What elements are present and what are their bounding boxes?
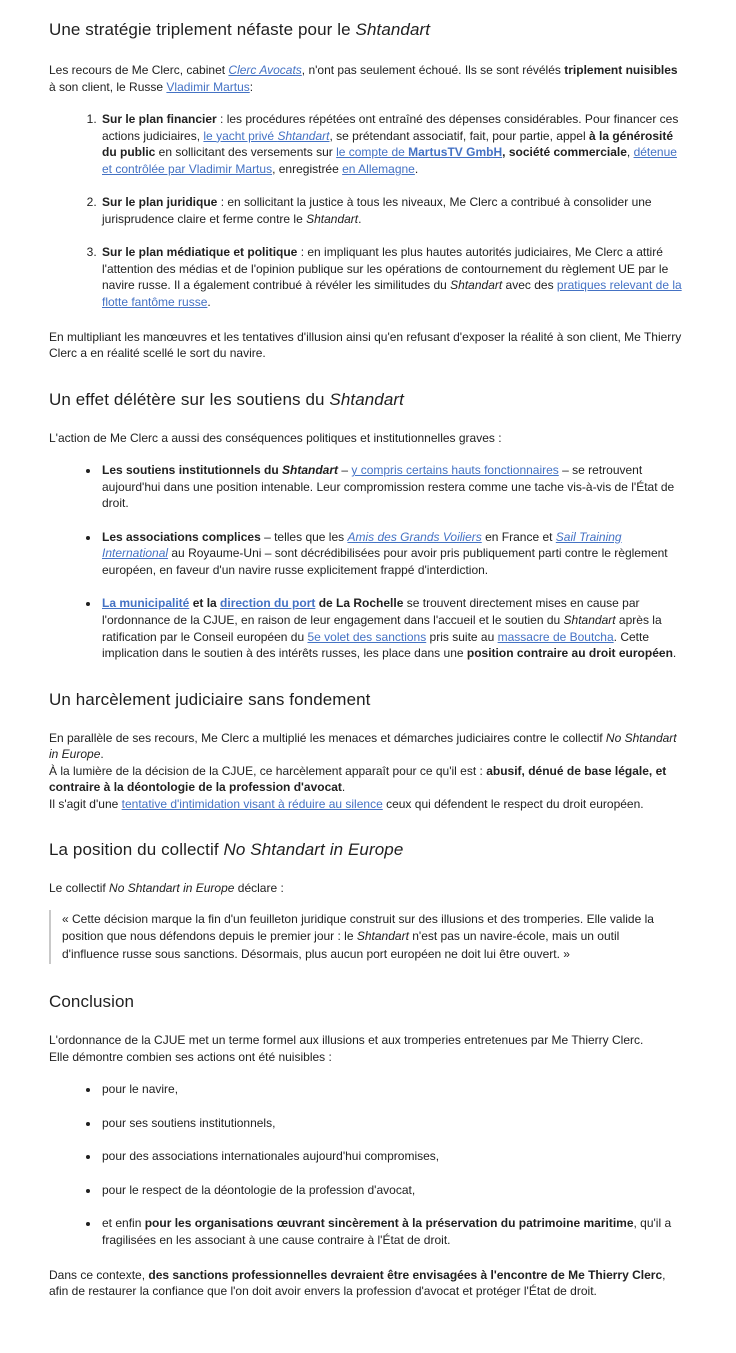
paragraph	[49, 730, 687, 813]
text-run: abusif, dénué de base légale, et contraire à la déontologie de la profession d'avocat	[49, 763, 667, 795]
text-run: –	[338, 463, 352, 478]
text-run: Shtandart	[306, 211, 359, 226]
text-run: à son client, le Russe	[49, 79, 167, 94]
text-run: Shtandart	[356, 929, 409, 944]
text-link[interactable]: MartusTV GmbH	[408, 145, 503, 160]
text-link[interactable]: détenue et contrôlée par Vladimir Martus	[102, 145, 677, 176]
text-run: avec des	[502, 278, 557, 293]
text-run: Shtandart	[355, 20, 431, 39]
text-run: pour le navire,	[102, 1082, 179, 1097]
text-run: Les soutiens institutionnels du	[102, 463, 283, 478]
text-link[interactable]: direction du port	[220, 596, 316, 611]
quote-block	[49, 910, 687, 964]
text-link[interactable]: Amis des Grands Voiliers	[347, 529, 482, 544]
text-run: des sanctions professionnelles devraient être envisagées à l'encontre de Me Thierry Clerc	[148, 1267, 663, 1282]
paragraph	[49, 1267, 687, 1300]
text-run: Shtandart	[563, 613, 616, 628]
text-run: .	[672, 646, 677, 661]
text-run: , se prétendant associatif, fait, pour partie, appel	[329, 128, 589, 143]
section-heading	[49, 690, 687, 710]
text-run: pour ses soutiens institutionnels,	[102, 1115, 276, 1130]
text-run: triplement nuisibles	[564, 63, 678, 77]
section-heading	[49, 992, 687, 1012]
text-run: société commerciale	[508, 145, 627, 160]
paragraph	[49, 329, 687, 362]
text-run: Shtandart	[329, 389, 404, 409]
paragraph	[49, 880, 687, 897]
text-run: ceux qui défendent le respect du droit européen.	[382, 796, 644, 811]
list-item	[100, 1215, 687, 1248]
text-link[interactable]: Sail Training International	[102, 529, 622, 561]
text-run: Il s'agit d'une	[49, 796, 122, 811]
text-link[interactable]: Clerc Avocats	[228, 63, 302, 77]
text-run: Elle démontre combien ses actions ont été nuisibles :	[49, 1049, 332, 1064]
list-item	[100, 529, 687, 579]
text-run: – se retrouvent aujourd'hui dans une position intenable. Leur compromission restera comme une tache vis-à-vis de l'État de droit.	[102, 463, 675, 511]
text-run: n'est pas un navire-école, mais un outil d'influence russe sous sanctions. Désormais, plus aucun port européen ne doit lui être ouvert. »	[62, 929, 620, 961]
text-run: au Royaume-Uni – sont décrédibilisées pour avoir pris publiquement parti contre le règlement européen, en faveur d'un navire russe explicitement frappé d'interdiction.	[102, 546, 668, 577]
list-item	[100, 1081, 687, 1098]
text-run: de La Rochelle	[315, 596, 404, 611]
text-run: , n'ont pas seulement échoué. Ils se sont révélés	[301, 63, 565, 77]
list-item	[100, 194, 687, 227]
text-run: La position du collectif	[49, 840, 224, 860]
text-run: déclare :	[234, 881, 284, 896]
text-run: No Shtandart in Europe	[49, 730, 677, 762]
text-run: ,	[626, 145, 634, 160]
text-run: , qu'il a fragilisées en les associant à une cause contraire à l'État de droit.	[102, 1216, 672, 1247]
text-run: .	[414, 161, 419, 176]
text-run: ,	[502, 145, 509, 160]
text-run: Une stratégie triplement néfaste pour le	[49, 20, 356, 39]
text-run: pour les organisations œuvrant sincèrement à la préservation du patrimoine maritime	[144, 1216, 634, 1231]
numbered-list	[49, 111, 687, 310]
text-run: pris suite au	[426, 629, 498, 644]
text-run: Le collectif	[49, 881, 110, 896]
text-run: et enfin	[102, 1216, 145, 1231]
bullet-list	[49, 462, 687, 661]
text-run: en France et	[481, 529, 556, 544]
text-run: En parallèle de ses recours, Me Clerc a multiplié les menaces et démarches judiciaires contre le collectif	[49, 730, 606, 745]
text-run: Shtandart	[282, 463, 339, 478]
text-run: – telles que les	[260, 529, 348, 544]
paragraph	[49, 1032, 687, 1065]
list-item	[100, 1115, 687, 1132]
text-run: :	[249, 79, 254, 94]
text-link[interactable]: y compris certains hauts fonctionnaires	[351, 463, 559, 478]
paragraph	[49, 430, 687, 447]
text-run: Sur le plan médiatique et politique	[102, 245, 298, 260]
text-run: pour le respect de la déontologie de la profession d'avocat,	[102, 1182, 416, 1197]
text-run: Conclusion	[49, 992, 135, 1012]
paragraph	[49, 62, 687, 95]
text-link[interactable]: tentative d'intimidation visant à réduire au silence	[121, 796, 383, 811]
text-link[interactable]: pratiques relevant de la flotte fantôme russe	[102, 278, 682, 310]
text-run: .	[207, 295, 211, 310]
text-run: Un harcèlement judiciaire sans fondement	[49, 689, 371, 709]
text-run: à la générosité du public	[102, 128, 674, 160]
list-item	[100, 1148, 687, 1165]
text-link[interactable]: en Allemagne	[342, 161, 415, 176]
text-run: position contraire au droit européen	[466, 646, 673, 661]
text-run: Shtandart	[450, 278, 503, 293]
text-link[interactable]: La municipalité	[102, 596, 190, 611]
text-run: : en impliquant les plus hautes autorités judiciaires, Me Clerc a attiré l'attention des médias et de l'opinion publique sur les opérations de contournement du règlement UE par le navire russe. Il a également contribué à révéler les similitudes du	[102, 245, 669, 293]
section-heading	[49, 840, 687, 860]
text-run: en sollicitant des versements sur	[155, 145, 337, 160]
page-title	[49, 20, 687, 40]
text-link[interactable]: 5e volet des sanctions	[307, 629, 427, 644]
list-item	[100, 111, 687, 177]
text-run: .	[341, 780, 346, 795]
text-run: « Cette décision marque la fin d'un feuilleton juridique construit sur des illusions et des tromperies. Elle valide la position que nous défendons depuis le premier jour : le	[62, 911, 654, 944]
text-run: : en sollicitant la justice à tous les niveaux, Me Clerc a contribué à consolider une jurisprudence claire et ferme contre le	[102, 195, 652, 226]
text-run: No Shtandart in Europe	[223, 840, 404, 860]
text-run: et la	[189, 596, 221, 611]
text-run: .	[100, 747, 104, 762]
section-heading	[49, 390, 687, 410]
text-run: , afin de restaurer la confiance que l'on doit avoir envers la profession d'avocat et protéger l'État de droit.	[49, 1267, 666, 1299]
text-link[interactable]: massacre de Boutcha	[497, 629, 614, 644]
text-run: Dans ce contexte,	[49, 1267, 149, 1282]
text-run: Sur le plan financier	[102, 112, 217, 127]
text-run: , enregistrée	[272, 161, 343, 176]
text-run: Un effet délétère sur les soutiens du	[49, 389, 330, 409]
list-item	[100, 595, 687, 661]
list-item	[100, 1182, 687, 1199]
text-run: No Shtandart in Europe	[109, 881, 235, 896]
text-run: Les associations complices	[102, 529, 261, 544]
text-run: après la ratification par le Conseil européen du	[102, 613, 662, 644]
text-run: À la lumière de la décision de la CJUE, ce harcèlement apparaît pour ce qu'il est :	[49, 763, 487, 778]
bullet-list	[49, 1081, 687, 1248]
text-run: : les procédures répétées ont entraîné des dépenses considérables. Pour financer ces actions judiciaires,	[102, 112, 679, 143]
text-run: L'ordonnance de la CJUE met un terme formel aux illusions et aux tromperies entretenues par Me Thierry Clerc.	[49, 1033, 644, 1048]
list-item	[100, 462, 687, 512]
text-link[interactable]: Vladimir Martus	[166, 79, 250, 94]
text-run: Sur le plan juridique	[102, 195, 218, 210]
list-item	[100, 244, 687, 310]
text-run: Les recours de Me Clerc, cabinet	[49, 63, 229, 77]
text-run: se trouvent directement mises en cause par l'ordonnance de la CJUE, en raison de leur engagement dans l'accueil et le soutien du	[102, 596, 640, 628]
text-run: .	[358, 211, 362, 226]
text-run: . Cette implication dans le soutien à des intérêts russes, les place dans une	[102, 629, 650, 661]
text-run: pour des associations internationales aujourd'hui compromises,	[102, 1149, 440, 1164]
text-link[interactable]: le yacht privé	[203, 128, 278, 143]
text-link[interactable]: Shtandart	[277, 128, 330, 143]
text-run: L'action de Me Clerc a aussi des conséquences politiques et institutionnelles graves :	[49, 430, 502, 445]
text-link[interactable]: le compte de	[336, 145, 409, 160]
text-run: En multipliant les manœuvres et les tentatives d'illusion ainsi qu'en refusant d'exposer la réalité à son client, Me Thierry Clerc a en réalité scellé le sort du navire.	[49, 329, 682, 361]
